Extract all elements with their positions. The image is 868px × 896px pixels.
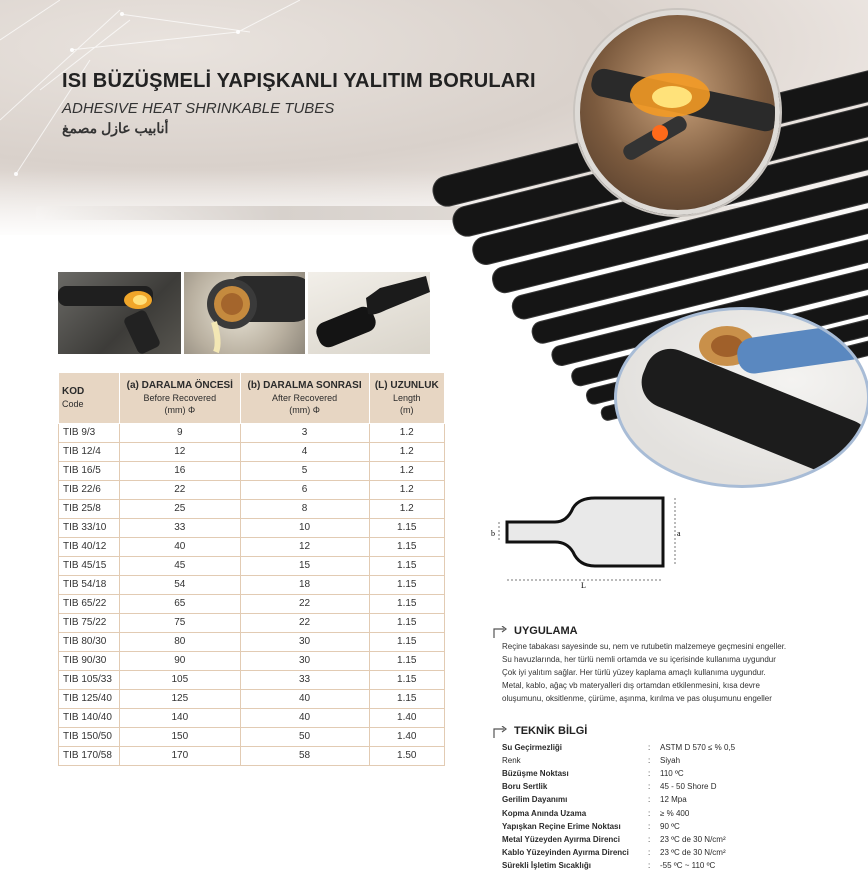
tube-dimension-diagram — [485, 488, 685, 588]
code-cell: TIB 75/22 — [59, 614, 120, 633]
teknik-label: Su Geçirmezliği — [502, 743, 563, 752]
header-length: (L) UZUNLUK Length (m) — [369, 373, 444, 424]
uygulama-line: Su havuzlarında, her türlü nemli ortamda ve su içerisinde kullanıma uygundur — [502, 655, 776, 664]
code-cell: TIB 90/30 — [59, 652, 120, 671]
table-row — [59, 519, 445, 538]
before-cell: 90 — [120, 652, 241, 671]
after-cell: 30 — [240, 633, 369, 652]
table-row — [59, 614, 445, 633]
table-row — [59, 728, 445, 747]
length-cell: 1.15 — [369, 519, 444, 538]
teknik-label: Gerilim Dayanımı — [502, 795, 568, 805]
code-cell: TIB 150/50 — [59, 728, 120, 747]
code-cell: TIB 40/12 — [59, 538, 120, 557]
length-cell: 1.2 — [369, 443, 444, 462]
teknik-colon: : — [648, 795, 651, 805]
after-cell: 8 — [240, 500, 369, 519]
after-cell: 18 — [240, 576, 369, 595]
length-cell: 1.2 — [369, 424, 444, 443]
code-cell: TIB 170/58 — [59, 747, 120, 766]
label-L: L — [581, 581, 586, 588]
uygulama-text — [502, 640, 852, 705]
after-cell: 30 — [240, 652, 369, 671]
header-before-recovered: (a) DARALMA ÖNCESİ Before Recovered (mm) Φ — [120, 373, 241, 424]
code-cell: TIB 65/22 — [59, 595, 120, 614]
teknik-colon: : — [648, 782, 651, 792]
after-cell: 33 — [240, 671, 369, 690]
table-row — [59, 557, 445, 576]
after-cell: 4 — [240, 443, 369, 462]
after-cell: 5 — [240, 462, 369, 481]
uygulama-line: oluşumunu, oksitlenme, çürüme, aşınma, kırılma ve pas oluşumunu engeller — [502, 694, 772, 703]
teknik-label: Boru Sertlik — [502, 782, 548, 792]
teknik-colon: : — [648, 743, 651, 752]
table-row — [59, 500, 445, 519]
length-cell: 1.15 — [369, 652, 444, 671]
teknik-value: -55 ºC ~ 110 ºC — [660, 860, 716, 870]
title-turkish: ISI BÜZÜŞMELİ YAPIŞKANLI YALITIM BORULARI — [62, 70, 536, 92]
teknik-colon: : — [648, 756, 651, 766]
table-header-row — [59, 373, 445, 424]
header-code: KOD Code — [59, 373, 120, 424]
before-cell: 80 — [120, 633, 241, 652]
teknik-label: Renk — [502, 756, 521, 766]
before-cell: 105 — [120, 671, 241, 690]
table-row — [59, 443, 445, 462]
table-row — [59, 538, 445, 557]
title-english: ADHESIVE HEAT SHRINKABLE TUBES — [62, 100, 335, 117]
label-b: b — [491, 529, 495, 538]
before-cell: 33 — [120, 519, 241, 538]
title-arabic: أنابيب عازل مصمغ — [62, 120, 169, 136]
before-cell: 25 — [120, 500, 241, 519]
teknik-label: Sürekli İşletim Sıcaklığı — [502, 860, 591, 870]
length-cell: 1.2 — [369, 500, 444, 519]
teknik-value: ≥ % 400 — [660, 808, 690, 818]
before-cell: 65 — [120, 595, 241, 614]
code-cell: TIB 33/10 — [59, 519, 120, 538]
teknik-value: 110 ºC — [660, 769, 684, 779]
torch-on-pipe-inset — [575, 10, 780, 215]
teknik-value: 23 ºC de 30 N/cm² — [660, 834, 726, 844]
teknik-label: Kopma Anında Uzama — [502, 808, 587, 818]
before-cell: 40 — [120, 538, 241, 557]
table-row — [59, 709, 445, 728]
length-cell: 1.15 — [369, 633, 444, 652]
length-cell: 1.15 — [369, 614, 444, 633]
after-cell: 12 — [240, 538, 369, 557]
before-cell: 54 — [120, 576, 241, 595]
before-cell: 45 — [120, 557, 241, 576]
before-cell: 22 — [120, 481, 241, 500]
table-row — [59, 595, 445, 614]
tube-end-closeup-inset — [614, 307, 868, 488]
tube-cross-section-photo — [184, 272, 305, 354]
teknik-value: ASTM D 570 ≤ % 0,5 — [660, 743, 736, 752]
table-body — [59, 424, 445, 766]
before-cell: 150 — [120, 728, 241, 747]
code-cell: TIB 125/40 — [59, 690, 120, 709]
table-row — [59, 633, 445, 652]
before-cell: 12 — [120, 443, 241, 462]
length-cell: 1.2 — [369, 462, 444, 481]
code-cell: TIB 12/4 — [59, 443, 120, 462]
code-cell: TIB 80/30 — [59, 633, 120, 652]
teknik-colon: : — [648, 769, 651, 779]
teknik-value: 90 ºC — [660, 821, 680, 831]
before-cell: 125 — [120, 690, 241, 709]
teknik-colon: : — [648, 834, 651, 844]
torch-heating-photo — [58, 272, 181, 354]
teknik-colon: : — [648, 860, 651, 870]
teknik-value: 23 ºC de 30 N/cm² — [660, 847, 726, 857]
uygulama-line: Reçine tabakası sayesinde su, nem ve rutubetin malzemeye geçmesini engeller. — [502, 642, 787, 651]
teknik-value: 12 Mpa — [660, 795, 687, 805]
table-row — [59, 747, 445, 766]
before-cell: 140 — [120, 709, 241, 728]
length-cell: 1.40 — [369, 709, 444, 728]
teknik-value: 45 - 50 Shore D — [660, 782, 717, 792]
label-a: a — [677, 529, 681, 538]
teknik-label: Kablo Yüzeyinden Ayırma Direnci — [502, 847, 629, 857]
uygulama-line: Çok iyi yalıtım sağlar. Her türlü yüzey kaplama amaçlı kullanıma uygundur. — [502, 668, 766, 677]
length-cell: 1.15 — [369, 538, 444, 557]
length-cell: 1.15 — [369, 595, 444, 614]
table-row — [59, 671, 445, 690]
table-row — [59, 462, 445, 481]
teknik-value: Siyah — [660, 756, 681, 766]
teknik-label: Büzüşme Noktası — [502, 769, 569, 779]
after-cell: 50 — [240, 728, 369, 747]
after-cell: 40 — [240, 709, 369, 728]
table-row — [59, 690, 445, 709]
code-cell: TIB 9/3 — [59, 424, 120, 443]
section-arrow-icon — [493, 726, 509, 740]
code-cell: TIB 105/33 — [59, 671, 120, 690]
length-cell: 1.15 — [369, 557, 444, 576]
after-cell: 6 — [240, 481, 369, 500]
code-cell: TIB 45/15 — [59, 557, 120, 576]
shrunk-tube-photo — [308, 272, 430, 354]
code-cell: TIB 140/40 — [59, 709, 120, 728]
teknik-colon: : — [648, 821, 651, 831]
uygulama-line: Metal, kablo, ağaç vb materyalleri dış ortamdan etkilenmesini, kısa devre — [502, 681, 760, 690]
teknik-title: TEKNİK BİLGİ — [514, 725, 588, 737]
before-cell: 170 — [120, 747, 241, 766]
table-row — [59, 576, 445, 595]
after-cell: 22 — [240, 595, 369, 614]
uygulama-title: UYGULAMA — [514, 625, 578, 637]
after-cell: 15 — [240, 557, 369, 576]
teknik-colon: : — [648, 808, 651, 818]
length-cell: 1.2 — [369, 481, 444, 500]
length-cell: 1.40 — [369, 728, 444, 747]
table-row — [59, 424, 445, 443]
code-cell: TIB 22/6 — [59, 481, 120, 500]
length-cell: 1.15 — [369, 671, 444, 690]
length-cell: 1.50 — [369, 747, 444, 766]
after-cell: 3 — [240, 424, 369, 443]
code-cell: TIB 16/5 — [59, 462, 120, 481]
teknik-label: Yapışkan Reçine Erime Noktası — [502, 821, 621, 831]
section-arrow-icon — [493, 626, 509, 640]
teknik-colon: : — [648, 847, 651, 857]
table-row — [59, 481, 445, 500]
code-cell: TIB 54/18 — [59, 576, 120, 595]
product-spec-table — [58, 372, 445, 766]
length-cell: 1.15 — [369, 576, 444, 595]
length-cell: 1.15 — [369, 690, 444, 709]
after-cell: 58 — [240, 747, 369, 766]
teknik-label: Metal Yüzeyden Ayırma Direnci — [502, 834, 620, 844]
before-cell: 16 — [120, 462, 241, 481]
before-cell: 9 — [120, 424, 241, 443]
after-cell: 10 — [240, 519, 369, 538]
after-cell: 40 — [240, 690, 369, 709]
after-cell: 22 — [240, 614, 369, 633]
table-row — [59, 652, 445, 671]
before-cell: 75 — [120, 614, 241, 633]
header-after-recovered: (b) DARALMA SONRASI After Recovered (mm) Φ — [240, 373, 369, 424]
code-cell: TIB 25/8 — [59, 500, 120, 519]
